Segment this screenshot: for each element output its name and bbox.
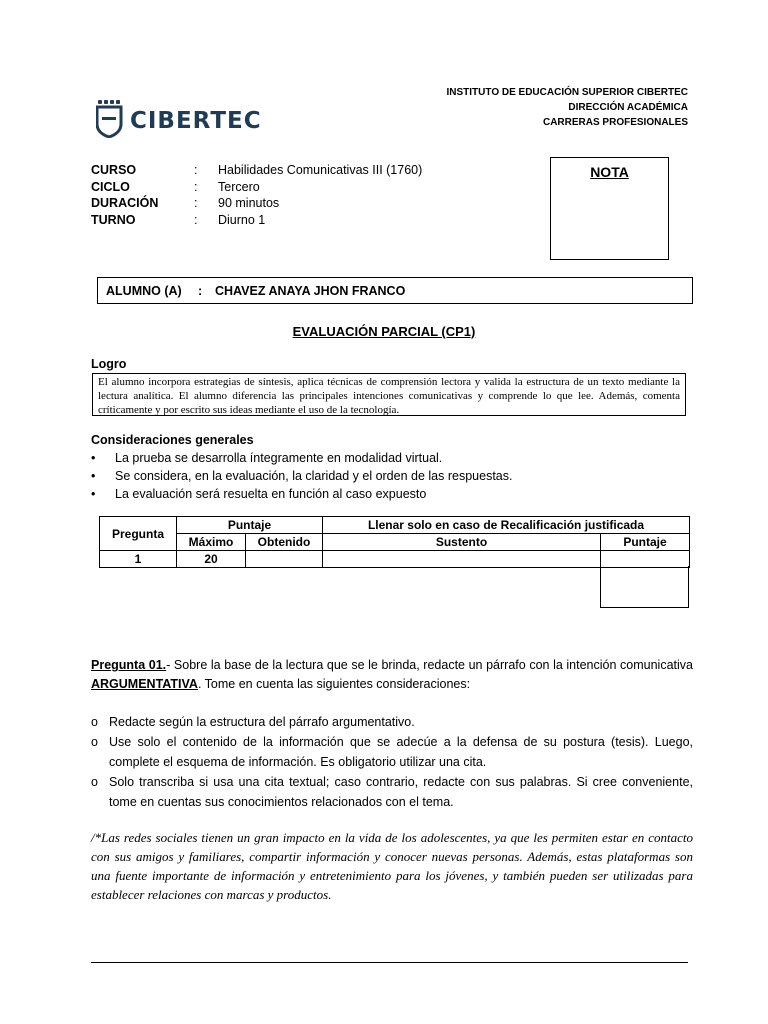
question-item-text: Solo transcriba si usa una cita textual; caso contrario, redacte con sus palabras. Si cree conveniente, tome en cuentas sus conocimientos relacionados con el tema. bbox=[109, 775, 693, 809]
support-header: Sustento bbox=[323, 534, 601, 551]
circle-bullet-icon: o bbox=[91, 735, 98, 749]
obtained-cell[interactable] bbox=[246, 551, 323, 568]
list-item bbox=[91, 485, 512, 503]
question-intent: ARGUMENTATIVA bbox=[91, 677, 198, 691]
course-row bbox=[91, 162, 422, 179]
score2-header: Puntaje bbox=[601, 534, 690, 551]
shift-value: Diurno 1 bbox=[218, 212, 266, 227]
question-item-text: Redacte según la estructura del párrafo argumentativo. bbox=[109, 715, 415, 729]
bullet-icon: • bbox=[91, 469, 96, 483]
question-statement bbox=[91, 656, 693, 694]
duration-value: 90 minutos bbox=[218, 196, 280, 210]
student-box bbox=[97, 277, 693, 304]
score-header: Puntaje bbox=[177, 517, 323, 534]
list-item bbox=[91, 467, 512, 485]
list-item bbox=[91, 732, 693, 772]
cycle-row bbox=[91, 179, 422, 196]
achievement-box: El alumno incorpora estrategias de síntesis, aplica técnicas de comprensión lectora y valida la estructura de un texto mediante la lectura analítica. El alumno diferencia las principales intenciones comunicativas y comprende lo que lee. Además, comenta críticamente y por escrito sus ideas mediante el uso de la tecnología. bbox=[92, 373, 686, 416]
circle-bullet-icon: o bbox=[91, 715, 98, 729]
question-text-before: - Sobre la base de la lectura que se le brinda, redacte un párrafo con la intención comunicativa bbox=[166, 658, 693, 672]
cibertec-logo bbox=[96, 100, 266, 140]
bullet-icon: • bbox=[91, 487, 96, 501]
requalification-header: Llenar solo en caso de Recalificación justificada bbox=[323, 517, 690, 534]
question-cell: 1 bbox=[100, 551, 177, 568]
academic-direction: DIRECCIÓN ACADÉMICA bbox=[568, 102, 688, 113]
cycle-label: CICLO bbox=[91, 179, 130, 194]
score2-cell[interactable] bbox=[601, 551, 690, 568]
considerations-title: Consideraciones generales bbox=[91, 433, 254, 447]
shift-row bbox=[91, 212, 422, 229]
bullet-icon: • bbox=[91, 451, 96, 465]
evaluation-title bbox=[0, 324, 768, 339]
support-cell[interactable] bbox=[323, 551, 601, 568]
extra-score-box[interactable] bbox=[600, 566, 689, 608]
obtained-header: Obtenido bbox=[246, 534, 323, 551]
course-sep: : bbox=[194, 163, 198, 177]
evaluation-title-text: EVALUACIÓN PARCIAL (CP1) bbox=[292, 324, 476, 339]
course-label: CURSO bbox=[91, 163, 137, 177]
question-text-after: . Tome en cuenta las siguientes consideraciones: bbox=[197, 677, 471, 691]
max-header: Máximo bbox=[177, 534, 246, 551]
question-considerations bbox=[91, 712, 693, 812]
achievement-title: Logro bbox=[91, 357, 127, 371]
course-info bbox=[91, 162, 422, 228]
consideration-text: La prueba se desarrolla íntegramente en modalidad virtual. bbox=[115, 451, 443, 465]
answer-line[interactable] bbox=[91, 962, 688, 963]
list-item bbox=[91, 449, 512, 467]
student-name: CHAVEZ ANAYA JHON FRANCO bbox=[215, 283, 406, 298]
considerations-list bbox=[91, 449, 512, 503]
max-cell: 20 bbox=[177, 551, 246, 568]
logo-text: CIBERTEC bbox=[130, 108, 262, 134]
circle-bullet-icon: o bbox=[91, 775, 98, 789]
cycle-value: Tercero bbox=[218, 179, 260, 194]
list-item bbox=[91, 772, 693, 812]
question-number: Pregunta 01. bbox=[91, 658, 167, 672]
duration-sep: : bbox=[194, 196, 198, 210]
grade-label: NOTA bbox=[590, 164, 629, 180]
question-header: Pregunta bbox=[100, 517, 177, 551]
duration-label: DURACIÓN bbox=[91, 196, 159, 210]
consideration-text: La evaluación será resuelta en función al caso expuesto bbox=[115, 487, 427, 501]
reading-quote: /*Las redes sociales tienen un gran impacto en la vida de los adolescentes, ya que les permiten estar en contacto con sus amigos y familiares, compartir información y conocer nuevas personas. Además, estas plataformas son una fuente importante de información y entretenimiento para los jóvenes, y también pueden ser utilizadas para establecer relaciones con marcas y productos. bbox=[91, 830, 693, 902]
institute-header bbox=[447, 85, 689, 130]
shift-label: TURNO bbox=[91, 212, 136, 227]
duration-row bbox=[91, 195, 422, 212]
institute-name: INSTITUTO DE EDUCACIÓN SUPERIOR CIBERTEC bbox=[446, 87, 688, 98]
score-table bbox=[99, 516, 690, 568]
consideration-text: Se considera, en la evaluación, la claridad y el orden de las respuestas. bbox=[115, 469, 513, 483]
student-label: ALUMNO (A) bbox=[106, 283, 182, 298]
grade-box[interactable] bbox=[550, 157, 669, 260]
list-item bbox=[91, 712, 693, 732]
table-row bbox=[100, 551, 690, 568]
cycle-sep: : bbox=[194, 179, 198, 194]
shift-sep: : bbox=[194, 212, 198, 227]
course-value: Habilidades Comunicativas III (1760) bbox=[218, 163, 423, 177]
student-sep: : bbox=[198, 283, 203, 298]
professional-careers: CARRERAS PROFESIONALES bbox=[542, 117, 688, 128]
shield-icon bbox=[96, 100, 124, 138]
question-item-text: Use solo el contenido de la información que se adecúe a la defensa de su postura (tesis). Luego, complete el esquema de información. Es obligatorio utilizar una cita. bbox=[109, 735, 693, 769]
